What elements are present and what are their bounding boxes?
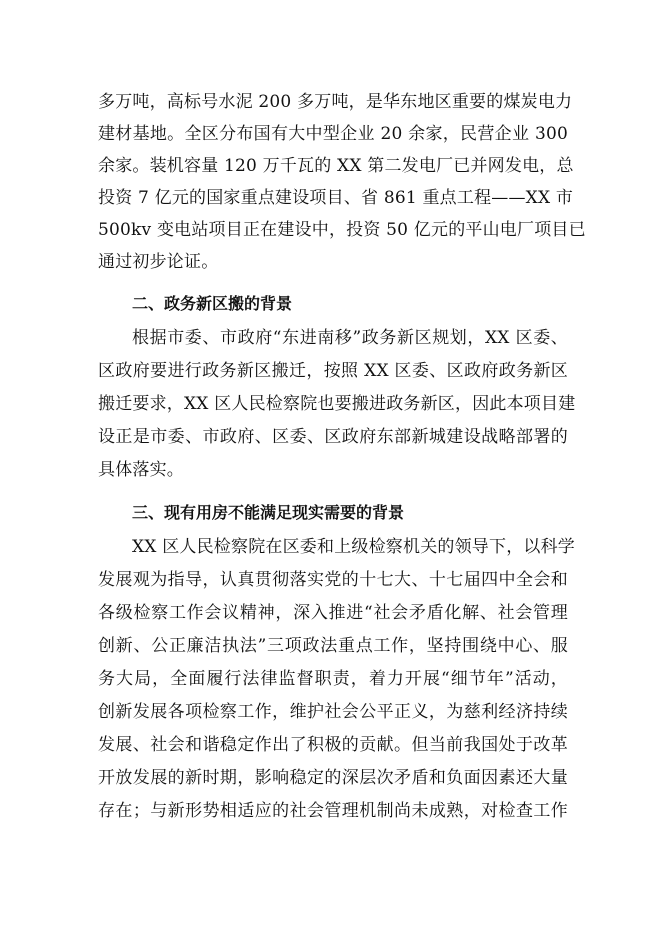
paragraph-line: 通过初步论证。 — [98, 252, 219, 272]
paragraph-line: 搬迁要求，XX 区人民检察院也要搬进政务新区，因此本项目建 — [98, 394, 576, 414]
paragraph-line: 存在；与新形势相适应的社会管理机制尚未成熟，对检查工作 — [98, 801, 568, 821]
paragraph-line: 余家。装机容量 120 万千瓦的 XX 第二发电厂已并网发电，总 — [98, 156, 574, 176]
paragraph-line: 发展、社会和谐稳定作出了积极的贡献。但当前我国处于改革 — [98, 735, 568, 755]
paragraph-line: 多万吨，高标号水泥 200 多万吨，是华东地区重要的煤炭电力 — [98, 92, 573, 112]
paragraph-line: 根据市委、市政府“东进南移”政务新区规划，XX 区委、 — [132, 328, 568, 348]
paragraph-line: 发展观为指导，认真贯彻落实党的十七大、十七届四中全会和 — [98, 570, 568, 590]
paragraph-line: 区政府要进行政务新区搬迁，按照 XX 区委、区政府政务新区 — [98, 361, 568, 381]
paragraph-line: 投资 7 亿元的国家重点建设项目、省 861 重点工程——XX 市 — [98, 188, 574, 208]
paragraph-line: 500kv 变电站项目正在建设中，投资 50 亿元的平山电厂项目已 — [98, 220, 586, 240]
paragraph-line: 务大局，全面履行法律监督职责，着力开展“细节年”活动， — [98, 669, 568, 689]
paragraph-line: 各级检察工作会议精神，深入推进“社会矛盾化解、社会管理 — [98, 603, 568, 623]
paragraph-line: XX 区人民检察院在区委和上级检察机关的领导下，以科学 — [132, 537, 576, 557]
paragraph-line: 建材基地。全区分布国有大中型企业 20 余家，民营企业 300 — [98, 124, 568, 144]
paragraph-line: 开放发展的新时期，影响稳定的深层次矛盾和负面因素还大量 — [98, 768, 568, 788]
paragraph-line: 创新发展各项检察工作，维护社会公平正义，为慈利经济持续 — [98, 702, 568, 722]
section-heading: 三、现有用房不能满足现实需要的背景 — [132, 503, 405, 522]
paragraph-line: 创新、公正廉洁执法”三项政法重点工作，坚持围绕中心、服 — [98, 636, 568, 656]
paragraph-line: 设正是市委、市政府、区委、区政府东部新城建设战略部署的 — [98, 427, 568, 447]
paragraph-line: 具体落实。 — [98, 460, 184, 480]
section-heading: 二、政务新区搬的背景 — [132, 294, 293, 313]
